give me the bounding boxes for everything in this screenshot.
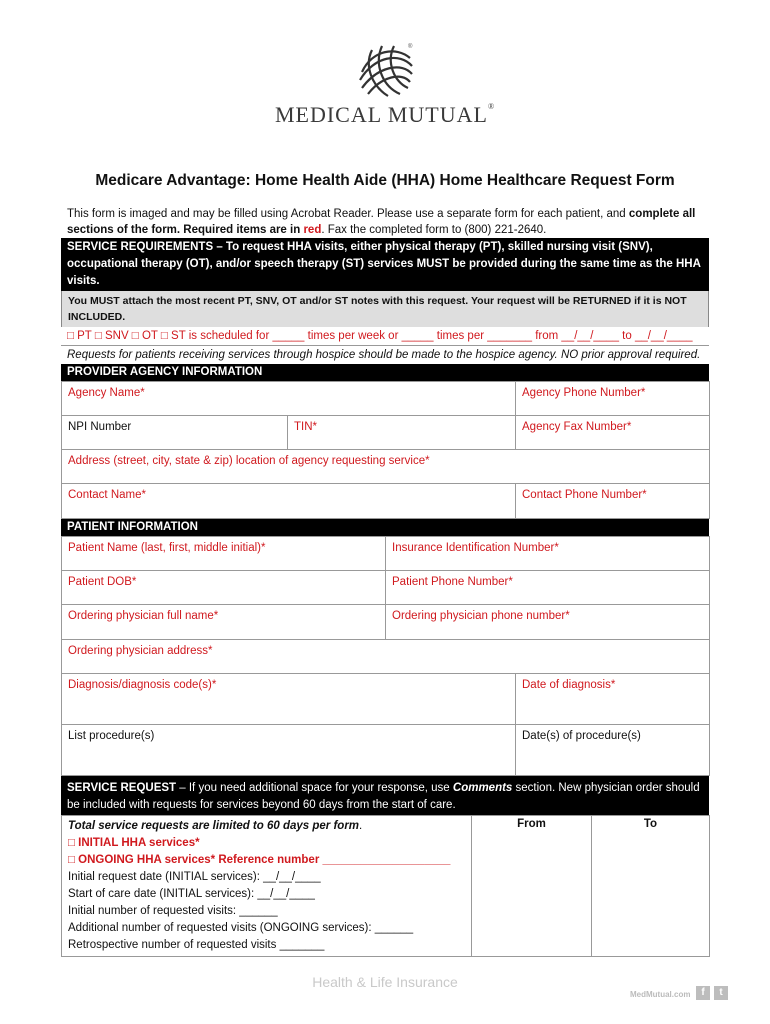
initial-visits[interactable]: Initial number of requested visits: ______ — [68, 905, 278, 917]
request-form — [61, 238, 709, 957]
service-request-options — [62, 816, 472, 957]
limit-text: Total service requests are limited to 60 days per form — [68, 820, 360, 832]
footer-tagline: Health & Life Insurance — [312, 974, 458, 990]
procedures-field[interactable]: List procedure(s) — [62, 725, 516, 776]
patient-phone-field[interactable]: Patient Phone Number* — [386, 571, 710, 605]
intro-red-word: red — [303, 224, 322, 236]
procedure-dates-field[interactable]: Date(s) of procedure(s) — [516, 725, 710, 776]
service-request-text1: – If you need additional space for your response, use — [176, 782, 453, 794]
diagnosis-field[interactable]: Diagnosis/diagnosis code(s)* — [62, 674, 516, 725]
service-request-text2: section. New physician order should be included with requests for services beyond 60 days from the start of care. — [67, 782, 700, 811]
globe-logo-icon — [354, 40, 416, 100]
insurance-id-field[interactable]: Insurance Identification Number* — [386, 537, 710, 571]
contact-phone-field[interactable]: Contact Phone Number* — [516, 484, 710, 519]
brand-registered: ® — [487, 102, 496, 111]
twitter-icon[interactable]: t — [714, 986, 728, 1000]
agency-address-field[interactable]: Address (street, city, state & zip) location of agency requesting service* — [62, 450, 710, 484]
physician-name-field[interactable]: Ordering physician full name* — [62, 605, 386, 640]
service-request-comments: Comments — [452, 782, 513, 794]
physician-phone-field[interactable]: Ordering physician phone number* — [386, 605, 710, 640]
tin-field[interactable]: TIN* — [288, 416, 516, 450]
contact-name-field[interactable]: Contact Name* — [62, 484, 516, 519]
from-column[interactable]: From — [472, 816, 592, 957]
service-request-header — [61, 776, 709, 815]
service-requirements-bar: SERVICE REQUIREMENTS – To request HHA visits, either physical therapy (PT), skilled nursing visit (SNV), occupational therapy (OT), and/or speech therapy (ST) services MUST be provided during the same time as the HHA visits. — [61, 238, 709, 291]
initial-request-date[interactable]: Initial request date (INITIAL services): __/__/____ — [68, 871, 321, 883]
provider-section-header: PROVIDER AGENCY INFORMATION — [61, 364, 709, 381]
limit-note — [68, 818, 465, 835]
diagnosis-date-field[interactable]: Date of diagnosis* — [516, 674, 710, 725]
retrospective-visits[interactable]: Retrospective number of requested visits _______ — [68, 939, 325, 951]
service-request-title: SERVICE REQUEST — [67, 782, 177, 794]
additional-visits[interactable]: Additional number of requested visits (ONGOING services): ______ — [68, 922, 414, 934]
brand-name — [0, 102, 770, 128]
npi-number-field[interactable]: NPI Number — [62, 416, 288, 450]
patient-section-header: PATIENT INFORMATION — [61, 519, 709, 536]
initial-hha-checkbox[interactable]: □ INITIAL HHA services* — [68, 837, 200, 849]
hospice-note: Requests for patients receiving services through hospice should be made to the hospice agency. NO prior approval required. — [67, 349, 701, 361]
logo — [0, 40, 770, 128]
intro-part2: . Fax the completed form to (800) 221-2640. — [321, 224, 547, 236]
therapy-schedule-line[interactable]: □ PT □ SNV □ OT □ ST is scheduled for _____ times per week or _____ times per _______ from __/__/____ to __/__/____ — [61, 327, 709, 346]
agency-fax-field[interactable]: Agency Fax Number* — [516, 416, 710, 450]
agency-name-field[interactable]: Agency Name* — [62, 382, 516, 416]
start-of-care-date[interactable]: Start of care date (INITIAL services): __/__/____ — [68, 888, 315, 900]
ongoing-hha-checkbox[interactable]: □ ONGOING HHA services* Reference number ____________________ — [68, 854, 451, 866]
website-link[interactable]: MedMutual.com — [630, 990, 691, 999]
intro-part1: This form is imaged and may be filled using Acrobat Reader. Please use a separate form for each patient, and — [67, 208, 629, 220]
brand-text: MEDICAL MUTUAL — [274, 102, 488, 127]
attach-notes-notice: You MUST attach the most recent PT, SNV, OT and/or ST notes with this request. Your request will be RETURNED if it is NOT INCLUDED. — [61, 291, 709, 327]
registered-mark: ® — [408, 44, 413, 50]
agency-phone-field[interactable]: Agency Phone Number* — [516, 382, 710, 416]
intro-text — [67, 206, 707, 238]
service-request-table — [61, 815, 710, 957]
provider-table — [61, 381, 710, 519]
patient-dob-field[interactable]: Patient DOB* — [62, 571, 386, 605]
patient-name-field[interactable]: Patient Name (last, first, middle initial)* — [62, 537, 386, 571]
intro-bold: complete all sections of the form. Required items are in — [67, 208, 696, 236]
limit-period: . — [359, 820, 363, 832]
to-column[interactable]: To — [592, 816, 710, 957]
patient-table — [61, 536, 710, 776]
facebook-icon[interactable]: f — [696, 986, 710, 1000]
physician-address-field[interactable]: Ordering physician address* — [62, 640, 710, 674]
page-title: Medicare Advantage: Home Health Aide (HHA) Home Healthcare Request Form — [95, 172, 675, 189]
